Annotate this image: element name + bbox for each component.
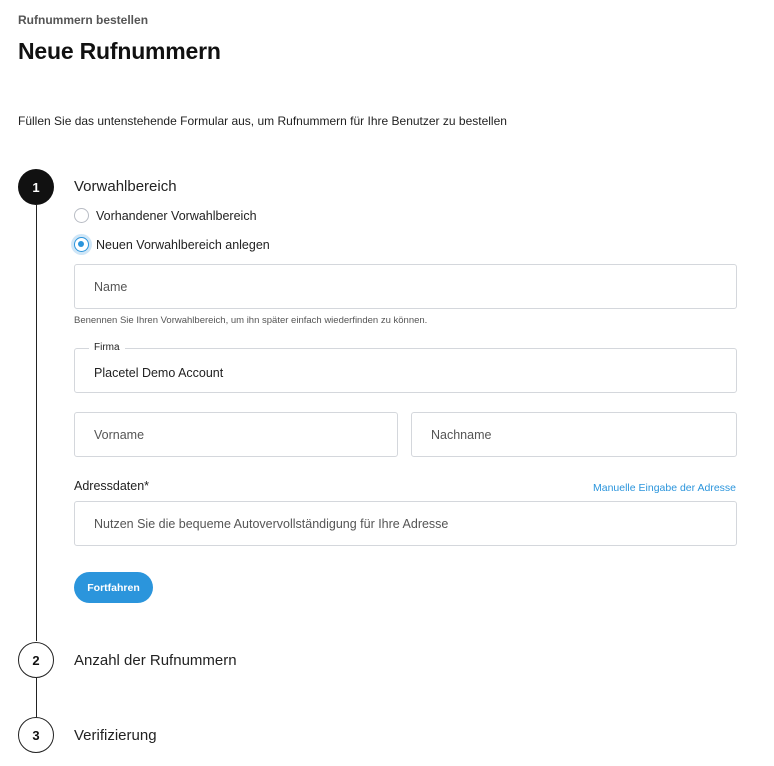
breadcrumb[interactable]: Rufnummern bestellen: [18, 13, 149, 27]
continue-button[interactable]: Fortfahren: [74, 572, 153, 603]
radio-existing-area-code[interactable]: [74, 208, 257, 223]
manual-address-link[interactable]: Manuelle Eingabe der Adresse: [592, 482, 736, 494]
name-input[interactable]: [75, 265, 736, 308]
name-helper-text: Benennen Sie Ihren Vorwahlbereich, um ihn später einfach wiederfinden zu können.: [74, 315, 428, 326]
address-label: Adressdaten*: [74, 479, 150, 493]
step-1-indicator: 1: [18, 169, 54, 205]
radio-button[interactable]: [74, 208, 89, 223]
radio-label: Vorhandener Vorwahlbereich: [96, 208, 257, 223]
intro-text: Füllen Sie das untenstehende Formular aus, um Rufnummern für Ihre Benutzer zu bestellen: [18, 114, 507, 128]
step-2-indicator: 2: [18, 642, 54, 678]
firstname-input[interactable]: [75, 413, 397, 456]
radio-label: Neuen Vorwahlbereich anlegen: [96, 237, 270, 252]
address-input[interactable]: [75, 502, 736, 545]
stepper-line: [36, 678, 37, 717]
radio-new-area-code[interactable]: [74, 237, 270, 252]
step-1-title[interactable]: Vorwahlbereich: [74, 178, 177, 195]
lastname-input[interactable]: [412, 413, 736, 456]
address-field[interactable]: [74, 501, 737, 546]
stepper-line: [36, 205, 37, 641]
radio-button-selected[interactable]: [74, 237, 89, 252]
name-field[interactable]: [74, 264, 737, 309]
page-title: Neue Rufnummern: [18, 38, 221, 64]
step-2-title[interactable]: Anzahl der Rufnummern: [74, 652, 237, 669]
firstname-field[interactable]: [74, 412, 398, 457]
company-value: Placetel Demo Account: [94, 366, 224, 380]
step-3-indicator: 3: [18, 717, 54, 753]
lastname-field[interactable]: [411, 412, 737, 457]
company-field[interactable]: [74, 342, 737, 393]
step-3-title[interactable]: Verifizierung: [74, 727, 157, 744]
company-label: Firma: [89, 342, 125, 353]
